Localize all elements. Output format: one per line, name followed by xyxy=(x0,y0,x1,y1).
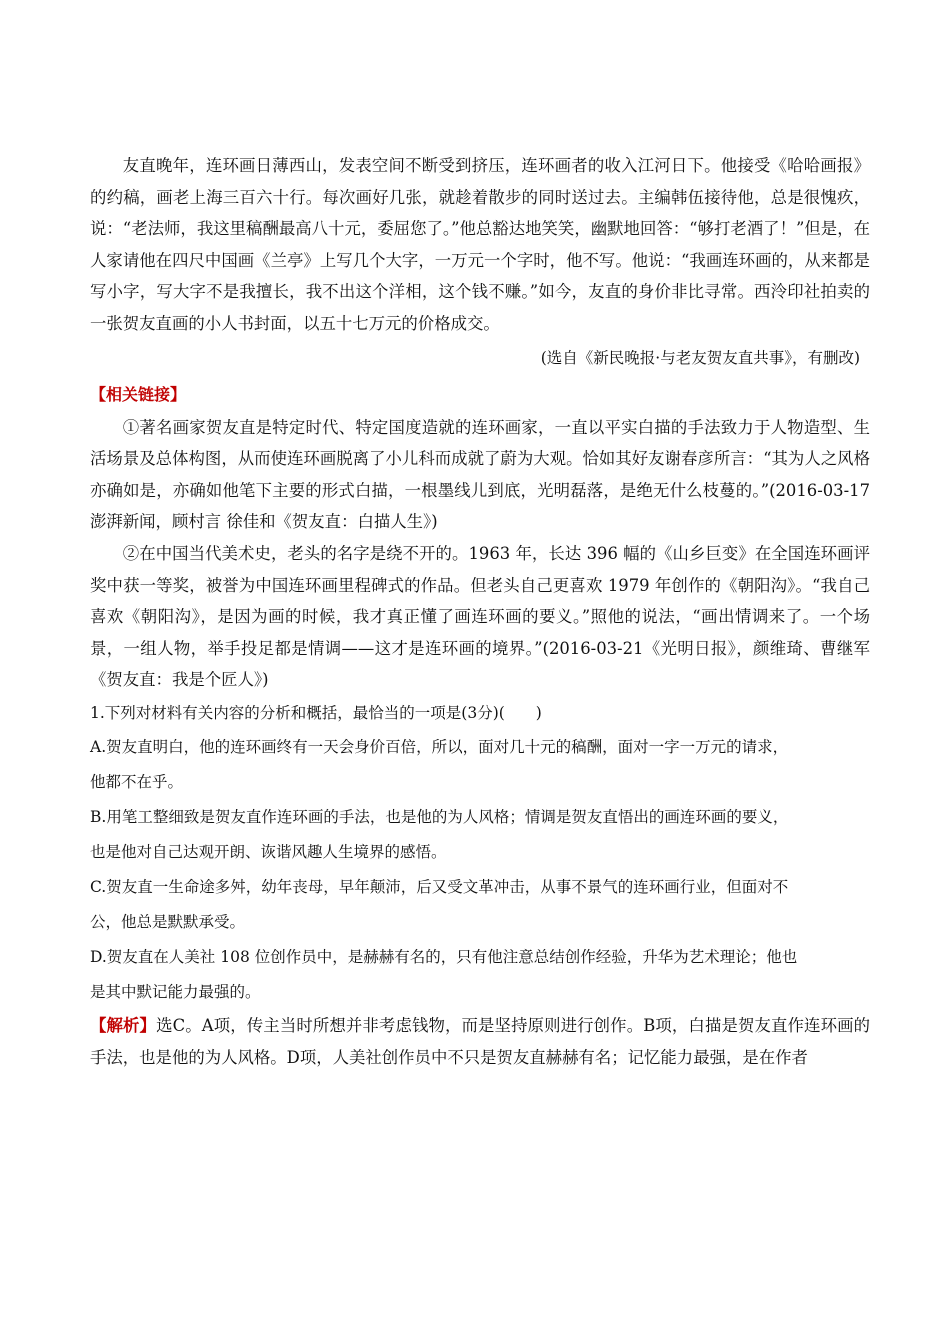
question-stem: 1.下列对材料有关内容的分析和概括，最恰当的一项是(3分)( ) xyxy=(90,703,542,722)
story-source: (选自《新民晚报·与老友贺友直共事》，有删改) xyxy=(540,348,860,367)
option-d-line2: 是其中默记能力最强的。 xyxy=(90,982,261,1001)
analysis-text: 选C。A项，传主当时所想并非考虑钱物，而是坚持原则进行创作。B项，白描是贺友直作连环画的手法，也是他的为人风格。D项，人美社创作员中不只是贺友直赫赫有名；记忆能力最强，是在作者 xyxy=(90,1015,871,1067)
option-c xyxy=(90,870,870,940)
analysis-paragraph xyxy=(90,1010,870,1073)
option-b xyxy=(90,800,870,870)
option-b-line1: B.用笔工整细致是贺友直作连环画的手法，也是他的为人风格；情调是贺友直悟出的画连环画的要义， xyxy=(90,807,789,826)
related-item-2: ②在中国当代美术史，老头的名字是绕不开的。1963 年，长达 396 幅的《山乡巨变》在全国连环画评奖中获一等奖，被誉为中国连环画里程碑式的作品。但老头自己更喜欢 1979 年创作的《朝阳沟》。“我自己喜欢《朝阳沟》，是因为画的时候，我才真正懂了画连环画的要义。”照他的说法，“画出情调来了。一个场景，一组人物，举手投足都是情调——这才是连环画的境界。”(2016-03-21《光明日报》，颜维琦、曹继军《贺友直：我是个匠人》) xyxy=(90,543,870,690)
related-item-1: ①著名画家贺友直是特定时代、特定国度造就的连环画家，一直以平实白描的手法致力于人物造型、生活场景及总体构图，从而使连环画脱离了小儿科而成就了蔚为大观。恰如其好友谢春彦所言：“其为人之风格亦确如是，亦确如他笔下主要的形式白描，一根墨线儿到底，光明磊落，是绝无什么枝蔓的。”(2016-03-17澎湃新闻，顾村言 徐佳和《贺友直：白描人生》) xyxy=(90,417,870,532)
option-d-line1: D.贺友直在人美社 108 位创作员中，是赫赫有名的，只有他注意总结创作经验，升华为艺术理论；他也 xyxy=(90,947,798,966)
option-c-line2: 公，他总是默默承受。 xyxy=(90,912,246,931)
analysis-tag: 【解析】 xyxy=(90,1015,157,1035)
option-a xyxy=(90,730,870,800)
document-page xyxy=(90,150,870,1073)
option-a-line2: 他都不在乎。 xyxy=(90,772,184,791)
option-a-line1: A.贺友直明白，他的连环画终有一天会身价百倍，所以，面对几十元的稿酬，面对一字一万元的请求， xyxy=(90,737,789,756)
option-c-line1: C.贺友直一生命途多舛，幼年丧母，早年颠沛，后又受文革冲击，从事不景气的连环画行业，但面对不 xyxy=(90,877,789,896)
option-d xyxy=(90,940,870,1010)
related-links-title: 【相关链接】 xyxy=(90,384,187,404)
option-b-line2: 也是他对自己达观开朗、诙谐风趣人生境界的感悟。 xyxy=(90,842,447,861)
story-paragraph: 友直晚年，连环画日薄西山，发表空间不断受到挤压，连环画者的收入江河日下。他接受《哈哈画报》的约稿，画老上海三百六十行。每次画好几张，就趁着散步的同时送过去。主编韩伍接待他，总是很愧疚，说：“老法师，我这里稿酬最高八十元，委屈您了。”他总豁达地笑笑，幽默地回答：“够打老酒了！”但是，在人家请他在四尺中国画《兰亭》上写几个大字，一万元一个字时，他不写。他说：“我画连环画的，从来都是写小字，写大字不是我擅长，我不出这个洋相，这个钱不赚。”如今，友直的身价非比寻常。西泠印社拍卖的一张贺友直画的小人书封面，以五十七万元的价格成交。 xyxy=(90,156,870,333)
